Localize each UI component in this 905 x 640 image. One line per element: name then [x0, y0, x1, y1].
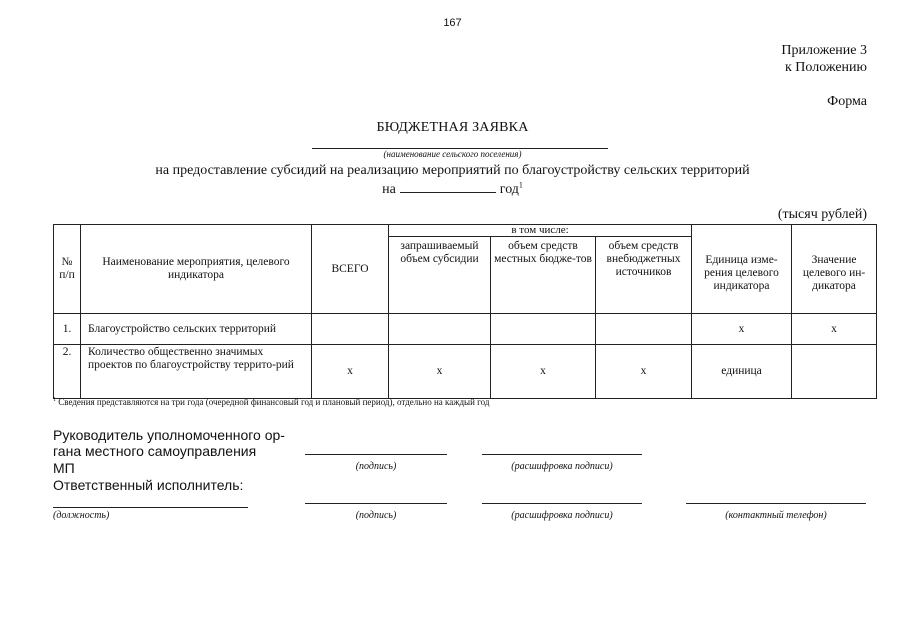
footnote-marker: 1 [518, 180, 523, 190]
head-label-line-2: гана местного самоуправления [53, 443, 257, 459]
executor-decoding-line [482, 503, 642, 504]
header-name: Наименование мероприятия, целевого индикатора [81, 225, 312, 314]
cell-num: 2. [54, 345, 81, 399]
footnote-text: Сведения представляются на три года (очередной финансовый год и плановый период), отдельно на каждый год [58, 397, 490, 407]
header-including: в том числе: [389, 225, 692, 237]
year-prefix: на [382, 182, 396, 197]
phone-caption: (контактный телефон) [725, 510, 827, 521]
cell-local: х [491, 345, 596, 399]
cell-value [792, 345, 877, 399]
page-number: 167 [443, 17, 462, 29]
table-row [54, 345, 877, 399]
header-total: ВСЕГО [312, 225, 389, 314]
cell-extrabudget: х [596, 345, 692, 399]
head-signature-caption: (подпись) [355, 461, 397, 472]
settlement-caption: (наименование сельского поселения) [383, 149, 522, 159]
footnote-number: 1 [53, 397, 56, 403]
position-caption: (должность) [53, 510, 110, 521]
cell-value: х [792, 314, 877, 345]
cell-total: х [312, 345, 389, 399]
cell-name: Количество общественно значимых проектов по благоустройству террито-рий [81, 345, 312, 399]
footnote [53, 397, 489, 407]
cell-local [491, 314, 596, 345]
cell-extrabudget [596, 314, 692, 345]
header-subsidy: запрашиваемый объем субсидии [389, 237, 491, 314]
cell-subsidy: х [389, 345, 491, 399]
header-unit: Единица изме-рения целевого индикатора [692, 225, 792, 314]
header-value: Значение целевого ин-дикатора [792, 225, 877, 314]
head-label-line-1: Руководитель уполномоченного ор- [53, 427, 285, 443]
appendix-line-1: Приложение 3 [781, 43, 867, 58]
cell-unit: х [692, 314, 792, 345]
executor-signature-line [305, 503, 447, 504]
appendix-reference [781, 42, 867, 76]
year-suffix: год [499, 182, 519, 197]
header-num: № п/п [54, 225, 81, 314]
cell-subsidy [389, 314, 491, 345]
cell-total [312, 314, 389, 345]
executor-signature-caption: (подпись) [355, 510, 397, 521]
document-title: БЮДЖЕТНАЯ ЗАЯВКА [376, 120, 529, 135]
head-label [53, 427, 285, 459]
executor-label: Ответственный исполнитель: [53, 477, 244, 493]
cell-unit: единица [692, 345, 792, 399]
table-row [54, 314, 877, 345]
budget-table [53, 224, 877, 399]
position-line [53, 507, 248, 508]
year-line [0, 180, 905, 198]
units-label: (тысяч рублей) [777, 207, 867, 222]
cell-name: Благоустройство сельских территорий [81, 314, 312, 345]
header-local: объем средств местных бюдже-тов [491, 237, 596, 314]
year-blank-field [400, 180, 496, 193]
head-decoding-line [482, 454, 642, 455]
head-signature-line [305, 454, 447, 455]
head-decoding-caption: (расшифровка подписи) [511, 461, 613, 472]
form-label: Форма [827, 94, 867, 109]
phone-line [686, 503, 866, 504]
header-extrabudget: объем средств внебюджетных источников [596, 237, 692, 314]
executor-decoding-caption: (расшифровка подписи) [511, 510, 613, 521]
stamp-place-label: МП [53, 460, 75, 476]
cell-num: 1. [54, 314, 81, 345]
document-subtitle: на предоставление субсидий на реализацию мероприятий по благоустройству сельских территорий [155, 163, 750, 178]
appendix-line-2: к Положению [784, 60, 867, 75]
